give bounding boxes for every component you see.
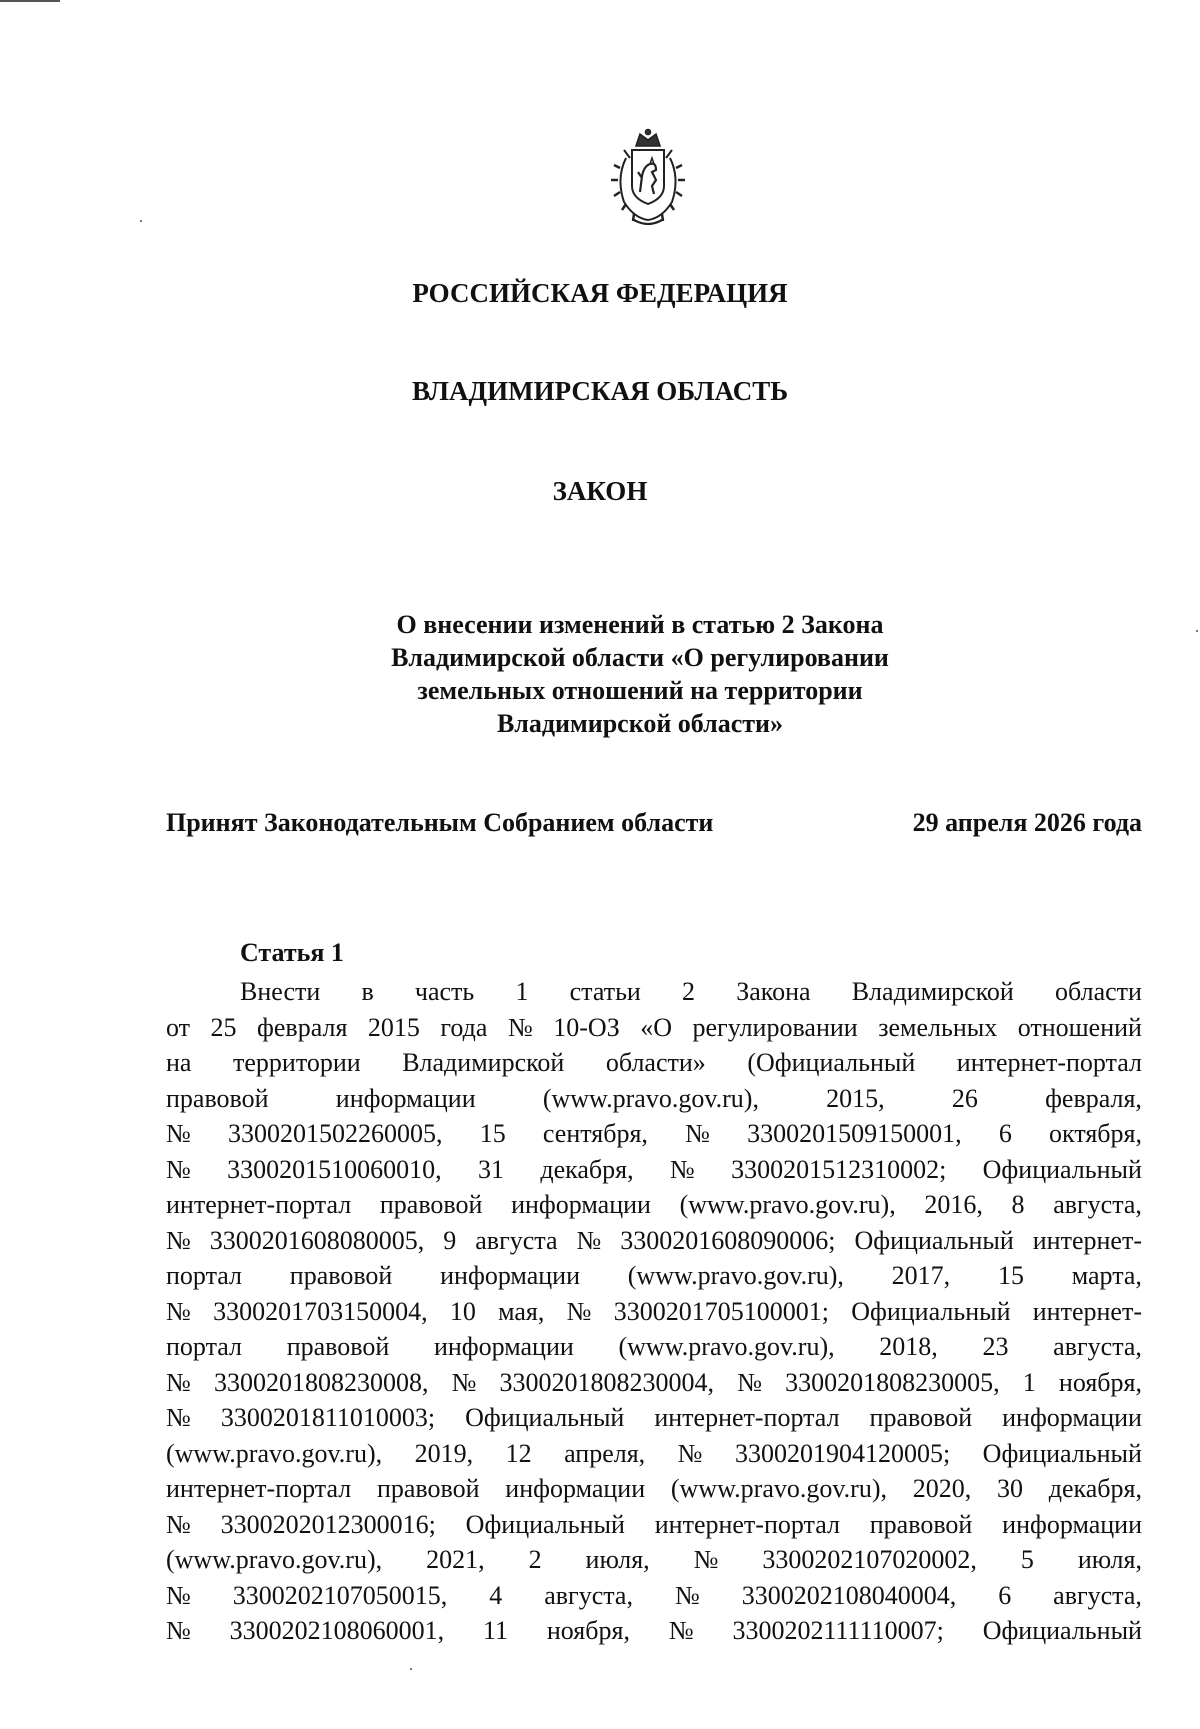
word: интернет-портал [654, 1403, 840, 1432]
word: № [668, 1616, 694, 1645]
word: правовой [869, 1509, 973, 1539]
word: интернет-портал [654, 1509, 840, 1539]
word: 3300201808230004, [499, 1367, 715, 1397]
word: мая, [498, 1296, 545, 1326]
word: 6 [998, 1119, 1012, 1148]
article-line [166, 1116, 1142, 1152]
word: 2020, [912, 1474, 972, 1503]
word: 6 [998, 1580, 1012, 1610]
article-body [166, 974, 1142, 1649]
article-line [166, 1471, 1142, 1507]
word: № [566, 1296, 592, 1326]
word: 5 [1020, 1545, 1034, 1574]
word: правовой [286, 1332, 390, 1361]
law-subject [330, 608, 950, 740]
adoption-label: Принят Законодательным Собранием области [166, 808, 714, 837]
article-line [166, 974, 1142, 1010]
word: 2 [528, 1545, 542, 1574]
document-type-heading: ЗАКОН [552, 476, 648, 506]
word: 2021, [426, 1545, 485, 1574]
word: 3300202111110007; [732, 1616, 944, 1645]
word: № [166, 1119, 191, 1148]
word: 10 [449, 1296, 476, 1326]
article-line [166, 1010, 1142, 1046]
word: № [166, 1367, 191, 1397]
word: 2015 [367, 1012, 420, 1042]
word: 2017, [891, 1261, 951, 1290]
word: 3300202107020002, [762, 1545, 977, 1574]
scan-speck [140, 220, 142, 222]
word: № [693, 1545, 719, 1574]
word: статьи [569, 977, 641, 1006]
word: ноября, [546, 1616, 630, 1645]
word: правовой [379, 1190, 483, 1219]
word: 4 [489, 1580, 503, 1610]
word: 2016, [924, 1190, 983, 1219]
word: Владимирской [851, 977, 1014, 1006]
article-line [166, 1223, 1142, 1259]
article-line [166, 1152, 1142, 1188]
word: портал [166, 1261, 242, 1290]
word: № [166, 1225, 191, 1255]
article-line [166, 1400, 1142, 1436]
word: информации [433, 1332, 574, 1361]
word: 8 [1011, 1190, 1025, 1219]
word: 2018, [879, 1332, 938, 1361]
word: правовой [376, 1474, 480, 1503]
word: № [166, 1154, 191, 1184]
word: № [576, 1225, 602, 1255]
word: 3300202107050015, [232, 1580, 448, 1610]
article-line [166, 1294, 1142, 1330]
word: 3300201509150001, [747, 1119, 962, 1148]
word: Владимирской [402, 1048, 565, 1077]
region-heading: ВЛАДИМИРСКАЯ ОБЛАСТЬ [411, 376, 789, 406]
article-line [166, 1578, 1142, 1614]
word: 9 [443, 1225, 457, 1255]
article-line [166, 1436, 1142, 1472]
word: территории [233, 1048, 361, 1077]
article-line [166, 1507, 1142, 1543]
word: № [166, 1296, 191, 1326]
word: 11 [483, 1616, 509, 1645]
word: 3300201608080005, [209, 1225, 425, 1255]
word: 12 [505, 1438, 532, 1468]
word: (www.pravo.gov.ru), [542, 1083, 759, 1113]
subject-line: земельных отношений на территории [417, 676, 863, 705]
word: на [166, 1048, 192, 1077]
word: регулировании [692, 1012, 858, 1042]
word: № [166, 1509, 191, 1539]
word: Официальный [982, 1438, 1142, 1468]
word: августа, [1053, 1190, 1142, 1219]
word: 26 [951, 1083, 978, 1113]
word: информации [511, 1190, 651, 1219]
word: декабря, [540, 1154, 634, 1184]
word: № [669, 1154, 695, 1184]
word: 23 [982, 1332, 1009, 1361]
word: № [451, 1367, 477, 1397]
article-line [166, 1542, 1142, 1578]
subject-line: Владимирской области» [496, 709, 784, 738]
word: 2015, [826, 1083, 885, 1113]
word: области» [605, 1048, 706, 1077]
word: (www.pravo.gov.ru), [679, 1190, 896, 1219]
word: Внести [240, 977, 321, 1006]
word: интернет- [1032, 1296, 1142, 1326]
word: 3300201608090006; [620, 1225, 836, 1255]
word: Официальный [851, 1296, 1011, 1326]
article-title: Статья 1 [240, 938, 344, 967]
word: «О [640, 1012, 673, 1042]
word: февраля, [1045, 1083, 1142, 1113]
word: правовой [166, 1083, 269, 1113]
word: информации [1002, 1509, 1142, 1539]
word: (www.pravo.gov.ru), [166, 1545, 383, 1574]
word: № [507, 1012, 533, 1042]
word: августа [475, 1225, 558, 1255]
article-line [166, 1613, 1142, 1649]
word: октября, [1049, 1119, 1142, 1148]
word: 3300201502260005, [228, 1119, 443, 1148]
adoption-date: 29 апреля 2026 года [912, 808, 1142, 837]
word: 15 [997, 1261, 1024, 1290]
article-line [166, 1045, 1142, 1081]
subject-line: Владимирской области «О регулировании [391, 643, 889, 672]
word: № [677, 1438, 703, 1468]
word: апреля, [564, 1438, 646, 1468]
word: 15 [479, 1119, 506, 1148]
word: 3300201808230005, [785, 1367, 1000, 1397]
word: 3300201904120005; [734, 1438, 951, 1468]
word: 3300201808230008, [213, 1367, 429, 1397]
word: 3300202108060001, [229, 1616, 445, 1645]
word: 10-ОЗ [553, 1012, 620, 1042]
word: 3300201705100001; [613, 1296, 829, 1326]
word: 30 [997, 1474, 1023, 1503]
article-line [166, 1329, 1142, 1365]
word: интернет-портал [956, 1048, 1142, 1077]
word: от [166, 1012, 191, 1042]
word: часть [414, 977, 475, 1006]
word: информации [505, 1474, 646, 1503]
word: № [166, 1580, 191, 1610]
word: отношений [1017, 1012, 1142, 1042]
word: области [1055, 977, 1142, 1006]
word: 3300202012300016; [220, 1509, 436, 1539]
word: 2019, [414, 1438, 474, 1468]
word: августа, [1053, 1580, 1142, 1610]
word: информации [440, 1261, 580, 1290]
word: интернет- [1032, 1225, 1142, 1255]
word: Закона [736, 977, 811, 1006]
word: июля, [1077, 1545, 1142, 1574]
word: 25 [210, 1012, 237, 1042]
article-line [166, 1187, 1142, 1223]
subject-line: О внесении изменений в статью 2 Закона [396, 610, 884, 639]
scan-edge-mark [0, 0, 60, 2]
word: 2 [682, 977, 696, 1006]
word: портал [166, 1332, 242, 1361]
word: 3300202108040004, [741, 1580, 957, 1610]
article-line [166, 1081, 1142, 1117]
word: Официальный [982, 1616, 1142, 1645]
word: 3300201703150004, [213, 1296, 428, 1326]
word: № [737, 1367, 762, 1397]
word: августа, [1053, 1332, 1142, 1361]
coat-of-arms-icon [604, 128, 692, 230]
word: интернет-портал [166, 1474, 352, 1503]
word: информации [335, 1083, 476, 1113]
country-heading: РОССИЙСКАЯ ФЕДЕРАЦИЯ [412, 278, 788, 308]
word: Официальный [982, 1154, 1142, 1184]
word: (www.pravo.gov.ru), [670, 1474, 887, 1503]
word: 3300201512310002; [731, 1154, 947, 1184]
word: информации [1002, 1403, 1142, 1432]
word: февраля [257, 1012, 348, 1042]
word: 3300201510060010, [227, 1154, 442, 1184]
word: 31 [478, 1154, 504, 1184]
word: в [361, 977, 374, 1006]
word: августа, [544, 1580, 633, 1610]
word: № [166, 1403, 191, 1432]
word: Официальный [854, 1225, 1014, 1255]
word: (www.pravo.gov.ru), [166, 1438, 383, 1468]
word: земельных [878, 1012, 998, 1042]
word: 1 [1022, 1367, 1036, 1397]
word: Официальный [465, 1403, 625, 1432]
word: сентября, [542, 1119, 648, 1148]
word: 1 [515, 977, 529, 1006]
word: правовой [289, 1261, 393, 1290]
word: июля, [585, 1545, 650, 1574]
word: № [685, 1119, 710, 1148]
article-line [166, 1258, 1142, 1294]
scan-speck [410, 1668, 412, 1670]
word: Официальный [465, 1509, 625, 1539]
word: № [166, 1616, 191, 1645]
word: 3300201811010003; [220, 1403, 436, 1432]
word: года [440, 1012, 488, 1042]
article-line [166, 1365, 1142, 1401]
word: декабря, [1048, 1474, 1142, 1503]
scan-speck [1196, 630, 1198, 632]
word: марта, [1071, 1261, 1142, 1290]
word: ноября, [1058, 1367, 1142, 1397]
word: (www.pravo.gov.ru), [627, 1261, 844, 1290]
word: № [674, 1580, 700, 1610]
word: (Официальный [747, 1048, 916, 1077]
word: интернет-портал [166, 1190, 352, 1219]
word: правовой [869, 1403, 973, 1432]
word: (www.pravo.gov.ru), [618, 1332, 835, 1361]
